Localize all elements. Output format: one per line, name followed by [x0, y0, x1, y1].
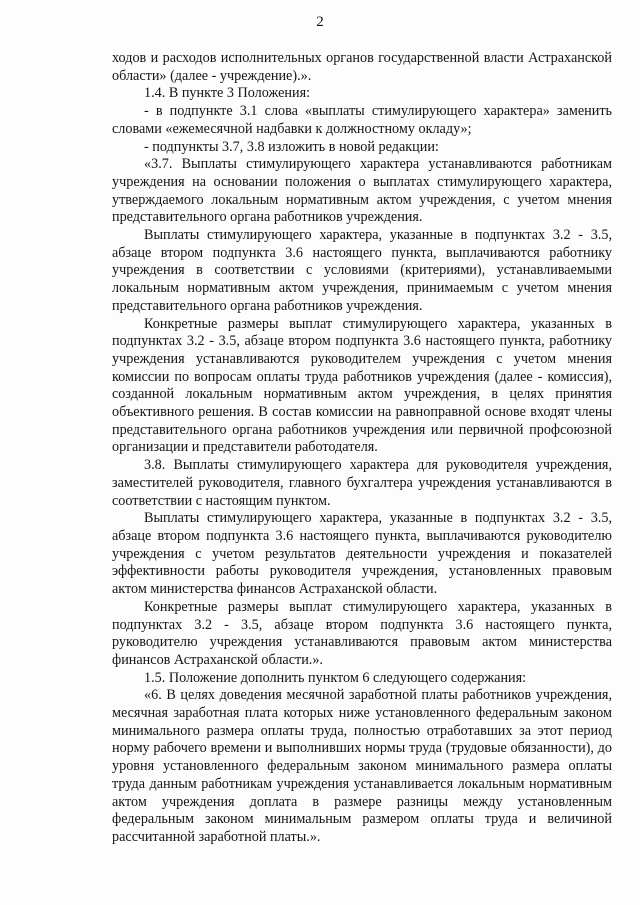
paragraph-3-8-payments: Выплаты стимулирующего характера, указанные в подпунктах 3.2 - 3.5, абзаце втором подпункта 3.6 настоящего пункта, выплачиваются руководителю учреждения с учетом результатов деятельности учреждения и показателей эффективности работы руководителя учреждения, установленных правовым актом министерства финансов Астраханской области. [112, 510, 612, 598]
paragraph-item-1-5: 1.5. Положение дополнить пунктом 6 следующего содержания: [144, 669, 527, 686]
paragraph-continuation: ходов и расходов исполнительных органов государственной власти Астраханской области» (далее - учреждение).». [112, 50, 612, 84]
paragraph-3-7-payments: Выплаты стимулирующего характера, указанные в подпунктах 3.2 - 3.5, абзаце втором подпункта 3.6 настоящего пункта, выплачиваются работнику учреждения в соответствии с условиями (критериями), устанавливаемыми локальным нормативным актом учреждения, принимаемым с учетом мнения представительного органа работников учреждения. [112, 227, 612, 314]
paragraph-3-8-amounts: Конкретные размеры выплат стимулирующего характера, указанных в подпунктах 3.2 - 3.5, абзаце втором подпункта 3.6 настоящего пункта, руководителю учреждения устанавливаются правовым актом министерства финансов Астраханской области.». [112, 598, 612, 668]
paragraph-3-7-amounts: Конкретные размеры выплат стимулирующего характера, указанных в подпунктах 3.2 - 3.5, абзаце втором подпункта 3.6 настоящего пункта, работнику учреждения устанавливаются руководителем учреждения с учетом мнения комиссии по вопросам оплаты труда работников учреждения (далее - комиссия), созданной локальным нормативным актом учреждения, в целях принятия объективного решения. В состав комиссии на равноправной основе входят члены представительного органа работников учреждения или первичной профсоюзной организации и представители работодателя. [112, 315, 612, 456]
paragraph-3-7: «3.7. Выплаты стимулирующего характера устанавливаются работникам учреждения на основании положения о выплатах стимулирующего характера, утверждаемого локальным нормативным актом учреждения, с учетом мнения представительного органа работников учреждения. [112, 156, 612, 226]
page-number: 2 [316, 14, 324, 30]
paragraph-point-6: «6. В целях доведения месячной заработной платы работников учреждения, месячная заработная плата которых ниже установленного федеральным законом минимального размера оплаты труда, полностью отработавших за этот период норму рабочего времени и выполнивших нормы труда (трудовые обязанности), до уровня установленного федеральным законом минимального размера оплаты труда данным работникам учреждения устанавливается локальным нормативным актом учреждения доплата в размере разницы между установленным федеральным законом минимальным размером оплаты труда и величиной рассчитанной заработной платы.». [112, 687, 612, 845]
document-body [112, 50, 612, 847]
paragraph-subitems-3-7-3-8: - подпункты 3.7, 3.8 изложить в новой редакции: [144, 138, 439, 155]
paragraph-item-1-4: 1.4. В пункте 3 Положения: [144, 85, 311, 102]
paragraph-subitem-3-1: - в подпункте 3.1 слова «выплаты стимулирующего характера» заменить словами «ежемесячной надбавки к должностному окладу»; [112, 103, 612, 137]
paragraph-3-8: 3.8. Выплаты стимулирующего характера для руководителя учреждения, заместителей руководителя, главного бухгалтера учреждения устанавливаются в соответствии с настоящим пунктом. [112, 457, 612, 509]
